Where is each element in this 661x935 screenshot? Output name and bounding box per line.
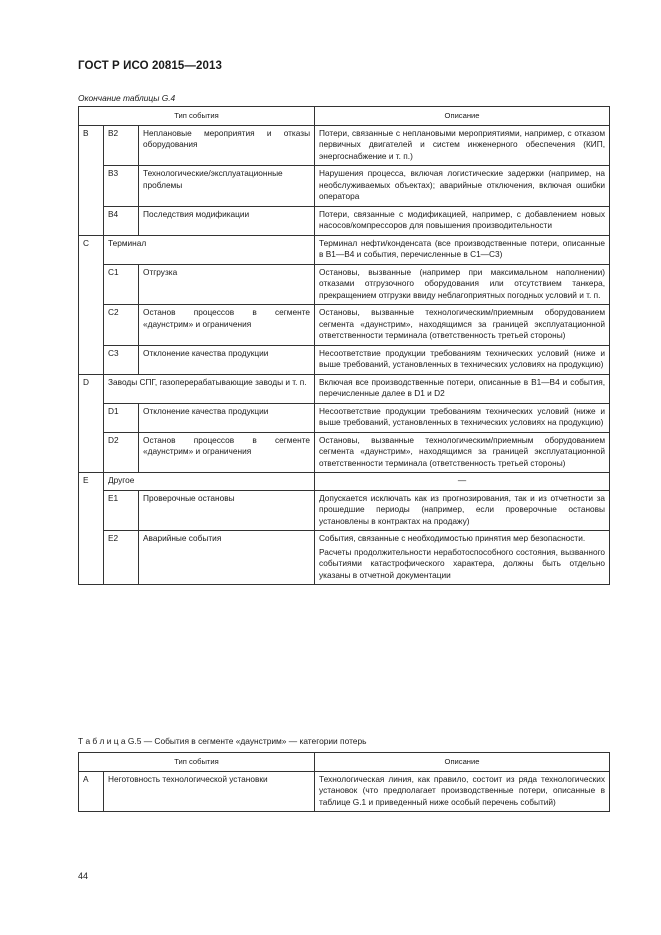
table-row: [79, 305, 610, 346]
document-title: ГОСТ Р ИСО 20815—2013: [78, 60, 223, 72]
table-row: [79, 264, 610, 305]
group-code: B: [79, 125, 104, 235]
event-code: C1: [104, 264, 139, 305]
event-name: Отгрузка: [139, 264, 315, 305]
table-g5-caption: Т а б л и ц а G.5 — События в сегменте «даунстрим» — категории потерь: [78, 736, 367, 746]
group-description: Включая все производственные потери, описанные в B1—B4 и события, перечисленные далее в D1 и D2: [315, 374, 610, 403]
group-code: A: [79, 771, 104, 812]
table-row: [79, 374, 610, 403]
event-description: [315, 531, 610, 585]
group-description: —: [315, 473, 610, 491]
table-row: [79, 490, 610, 531]
event-name: Последствия модификации: [139, 206, 315, 235]
column-header-description: Описание: [315, 107, 610, 126]
table-row: [79, 473, 610, 491]
column-header-description: Описание: [315, 753, 610, 772]
table-g4: [78, 106, 610, 585]
group-code: C: [79, 235, 104, 374]
table-row: [79, 206, 610, 235]
event-code: B4: [104, 206, 139, 235]
event-name: Отклонение качества продукции: [139, 403, 315, 432]
table-header-row: [79, 753, 610, 772]
description-paragraph: События, связанные с необходимостью принятия мер безопасности.: [319, 533, 586, 543]
event-name: Технологические/эксплуатационные проблемы: [139, 166, 315, 207]
event-description: Несоответствие продукции требованиям технических условий (ниже и выше требований, установленных в технических условиях на продукцию): [315, 345, 610, 374]
table-row: [79, 125, 610, 166]
event-name: Аварийные события: [139, 531, 315, 585]
event-description: Потери, связанные с модификацией, например, с добавлением новых насосов/компрессоров для повышения производительности: [315, 206, 610, 235]
group-name: Заводы СПГ, газоперерабатывающие заводы и т. п.: [104, 374, 315, 403]
table-g4-caption: Окончание таблицы G.4: [78, 93, 176, 103]
event-name: Неплановые мероприятия и отказы оборудования: [139, 125, 315, 166]
event-code: E2: [104, 531, 139, 585]
event-code: D2: [104, 432, 139, 473]
page-number: 44: [78, 871, 89, 881]
table-row: [79, 403, 610, 432]
event-name: Останов процессов в сегменте «даунстрим» и ограничения: [139, 305, 315, 346]
event-code: E1: [104, 490, 139, 531]
group-code: E: [79, 473, 104, 585]
event-name: Останов процессов в сегменте «даунстрим» и ограничения: [139, 432, 315, 473]
group-description: Терминал нефти/конденсата (все производственные потери, описанные в B1—B4 и события, перечисленные в C1—C3): [315, 235, 610, 264]
event-description: Остановы, вызванные (например при максимальном наполнении) отказами отгрузочного оборудования или отсутствием танкера, прекращением отгрузки ввиду неблагоприятных погодных условий и т. п.: [315, 264, 610, 305]
event-name: Отклонение качества продукции: [139, 345, 315, 374]
group-code: D: [79, 374, 104, 473]
event-description: Остановы, вызванные технологическим/приемным оборудованием сегмента «даунстрим», находящимся за границей эксплуатационной ответственности терминала (ответственность третьей стороны): [315, 305, 610, 346]
event-description: Остановы, вызванные технологическим/приемным оборудованием сегмента «даунстрим», находящимся за границей эксплуатационной ответственности терминала (ответственность третьей стороны): [315, 432, 610, 473]
description-paragraph: Расчеты продолжительности неработоспособного состояния, вызванного событиями катастрофического характера, должны быть отдельно указаны в отчетной документации: [319, 546, 606, 580]
table-g5: [78, 752, 610, 812]
event-code: C3: [104, 345, 139, 374]
table-row: [79, 531, 610, 585]
table-row: [79, 345, 610, 374]
table-row: [79, 166, 610, 207]
event-code: C2: [104, 305, 139, 346]
group-name: Неготовность технологической установки: [104, 771, 315, 812]
event-description: Нарушения процесса, включая логистические задержки (например, на необслуживаемых объектах); аварийные отключения, включая ошибки оператора: [315, 166, 610, 207]
group-name: Терминал: [104, 235, 315, 264]
column-header-event-type: Тип события: [79, 753, 315, 772]
event-description: Несоответствие продукции требованиям технических условий (ниже и выше требований, установленных в технических условиях на продукцию): [315, 403, 610, 432]
table-row: [79, 771, 610, 812]
event-name: Проверочные остановы: [139, 490, 315, 531]
event-code: B2: [104, 125, 139, 166]
event-code: D1: [104, 403, 139, 432]
group-description: Технологическая линия, как правило, состоит из ряда технологических установок (что предполагает производственные потери, описанные в таблице G.1 и приведенный ниже особый перечень событий): [315, 771, 610, 812]
table-row: [79, 432, 610, 473]
table-row: [79, 235, 610, 264]
group-name: Другое: [104, 473, 315, 491]
event-description: Потери, связанные с неплановыми мероприятиями, например, с отказом первичных двигателей и систем инженерного обеспечения (КИП, энергоснабжение и т. п.): [315, 125, 610, 166]
table-header-row: [79, 107, 610, 126]
column-header-event-type: Тип события: [79, 107, 315, 126]
event-code: B3: [104, 166, 139, 207]
event-description: Допускается исключать как из прогнозирования, так и из отчетности за прошедшие периоды (например, если проверочные остановы установлены в контрактах на продажу): [315, 490, 610, 531]
